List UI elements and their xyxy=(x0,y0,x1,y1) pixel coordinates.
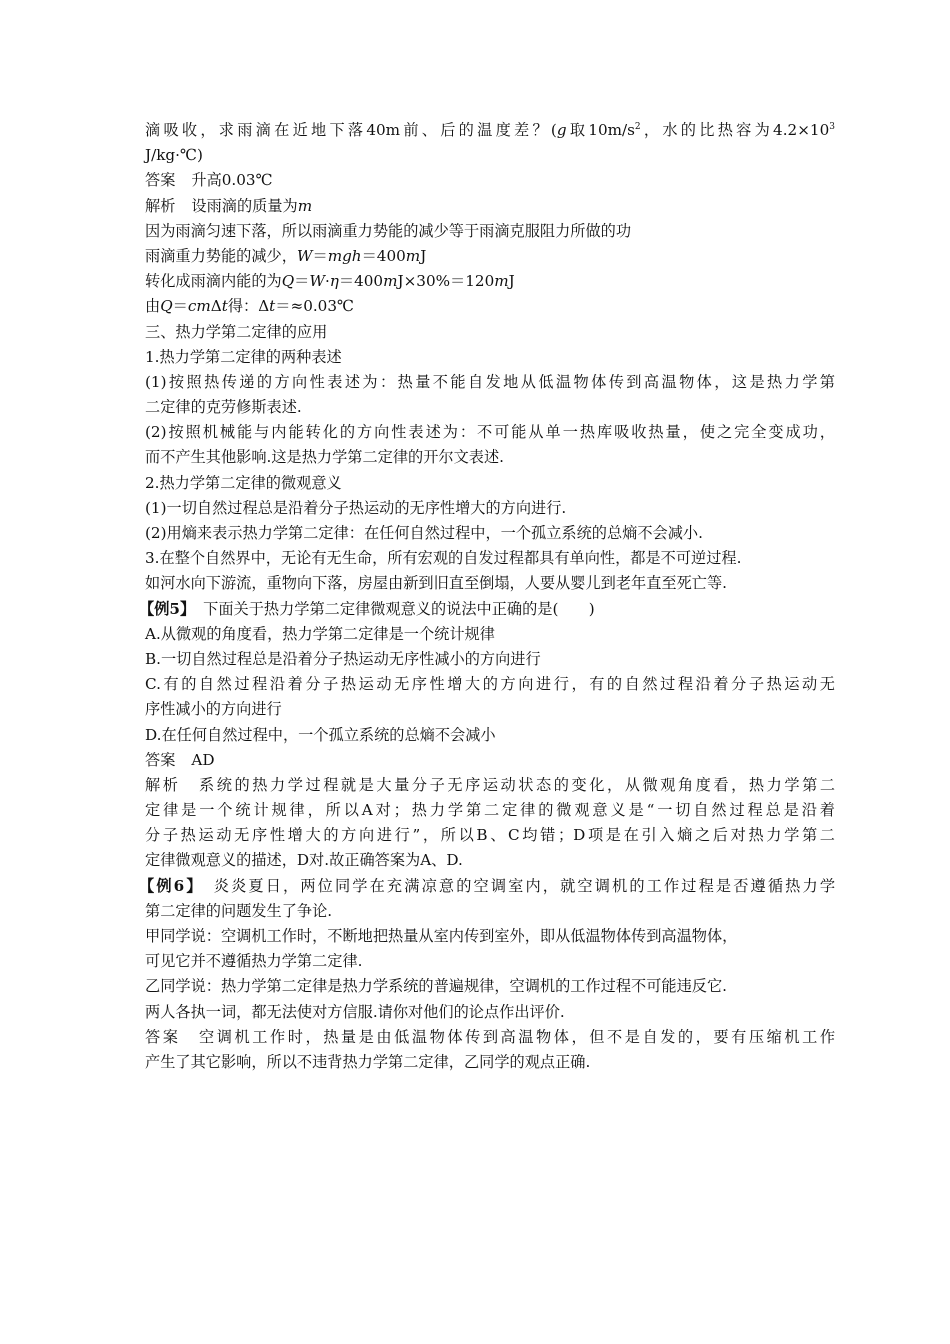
answer-label: 答案 xyxy=(145,750,176,769)
example-5-option-c-line1: C.有的自然过程沿着分子热运动无序性增大的方向进行，有的自然过程沿着分子热运动无 xyxy=(145,675,835,694)
example-5-solution-line1: 解析 系统的热力学过程就是大量分子无序运动状态的变化，从微观角度看，热力学第二 xyxy=(145,775,836,794)
section-3-heading: 三、热力学第二定律的应用 xyxy=(145,322,328,341)
example-5-solution-line2: 定律是一个统计规律，所以A对；热力学第二定律的微观意义是“一切自然过程总是沿着 xyxy=(145,801,835,820)
section-3-sub1: 1.热力学第二定律的两种表述 xyxy=(145,347,342,366)
example-5-solution-line3: 分子热运动无序性增大的方向进行”，所以B、C均错；D项是在引入熵之后对热力学第二 xyxy=(145,826,835,845)
solution-1-line4: 转化成雨滴内能的为Q＝W·η＝400mJ×30%＝120mJ xyxy=(145,272,515,291)
section-3-p5-line1: 3.在整个自然界中，无论有无生命，所有宏观的自发过程都具有单向性，都是不可逆过程. xyxy=(145,549,742,568)
answer-label: 答案 xyxy=(145,171,176,190)
example-6-question-line2: 第二定律的问题发生了争论. xyxy=(145,901,333,920)
section-3-p1-line2: 二定律的克劳修斯表述. xyxy=(145,398,302,417)
example-5-option-d: D.在任何自然过程中，一个孤立系统的总熵不会减小 xyxy=(145,725,496,744)
solution-1-line5: 由Q＝cmΔt得：Δt＝≈0.03℃ xyxy=(145,297,354,316)
example-5-answer xyxy=(145,748,835,773)
section-3-p1-line1: (1)按照热传递的方向性表述为：热量不能自发地从低温物体传到高温物体，这是热力学第 xyxy=(145,372,835,391)
example-6-jia-line1: 甲同学说：空调机工作时，不断地把热量从室内传到室外，即从低温物体传到高温物体， xyxy=(145,927,738,945)
solution-1-line1: 解析 设雨滴的质量为m xyxy=(145,196,313,215)
solution-label: 解析 xyxy=(145,775,181,794)
example-5-option-a: A.从微观的角度看，热力学第二定律是一个统计规律 xyxy=(145,624,495,643)
example-5-label: 【例5】 xyxy=(139,599,196,618)
answer-text: 升高0.03℃ xyxy=(191,171,273,190)
section-3-p5-line2: 如河水向下游流，重物向下落，房屋由新到旧直至倒塌，人要从婴儿到老年直至死亡等. xyxy=(145,574,727,593)
section-3-p2-line2: 而不产生其他影响.这是热力学第二定律的开尔文表述. xyxy=(145,448,504,467)
section-3-p4: (2)用熵来表示热力学第二定律：在任何自然过程中，一个孤立系统的总熵不会减小. xyxy=(145,524,703,542)
answer-label: 答案 xyxy=(145,1027,181,1046)
document-body xyxy=(139,118,836,1075)
example-5-option-c-line2: 序性减小的方向进行 xyxy=(145,700,282,719)
question-tail-line1: 滴吸收，求雨滴在近地下落40m前、后的温度差？(g取$10m/s^2$，水的比热容为$4.2\times 10^3$ xyxy=(145,121,835,139)
section-3-p3: (1)一切自然过程总是沿着分子热运动的无序性增大的方向进行. xyxy=(145,498,567,517)
example-6-yi: 乙同学说：热力学第二定律是热力学系统的普遍规律，空调机的工作过程不可能违反它. xyxy=(145,977,727,996)
section-3-sub2: 2.热力学第二定律的微观意义 xyxy=(145,473,342,492)
example-6-question-line1: 【例6】 炎炎夏日，两位同学在充满凉意的空调室内，就空调机的工作过程是否遵循热力学 xyxy=(139,876,836,895)
solution-1-line3: 雨滴重力势能的减少，W＝mgh＝400mJ xyxy=(145,246,427,265)
example-5-question: 【例5】 下面关于热力学第二定律微观意义的说法中正确的是( ) xyxy=(139,599,595,618)
example-5-solution-line4: 定律微观意义的描述，D对.故正确答案为A、D. xyxy=(145,851,463,870)
answer-text: AD xyxy=(191,750,215,769)
answer-1 xyxy=(145,168,835,193)
example-6-label: 【例6】 xyxy=(139,876,204,895)
example-5-option-b: B.一切自然过程总是沿着分子热运动无序性减小的方向进行 xyxy=(145,649,541,668)
solution-1-line2: 因为雨滴匀速下落，所以雨滴重力势能的减少等于雨滴克服阻力所做的功 xyxy=(145,221,631,240)
section-3-p2-line1: (2)按照机械能与内能转化的方向性表述为：不可能从单一热库吸收热量，使之完全变成功， xyxy=(145,423,835,442)
example-6-end: 两人各执一词，都无法使对方信服.请你对他们的论点作出评价. xyxy=(145,1002,565,1021)
question-tail-line2: J/kg·℃) xyxy=(145,146,203,165)
solution-label: 解析 xyxy=(145,196,176,215)
example-6-jia-line2: 可见它并不遵循热力学第二定律. xyxy=(145,952,363,971)
example-6-answer-line1: 答案 空调机工作时，热量是由低温物体传到高温物体，但不是自发的，要有压缩机工作 xyxy=(145,1027,836,1046)
example-6-answer-line2: 产生了其它影响，所以不违背热力学第二定律，乙同学的观点正确. xyxy=(145,1052,591,1071)
